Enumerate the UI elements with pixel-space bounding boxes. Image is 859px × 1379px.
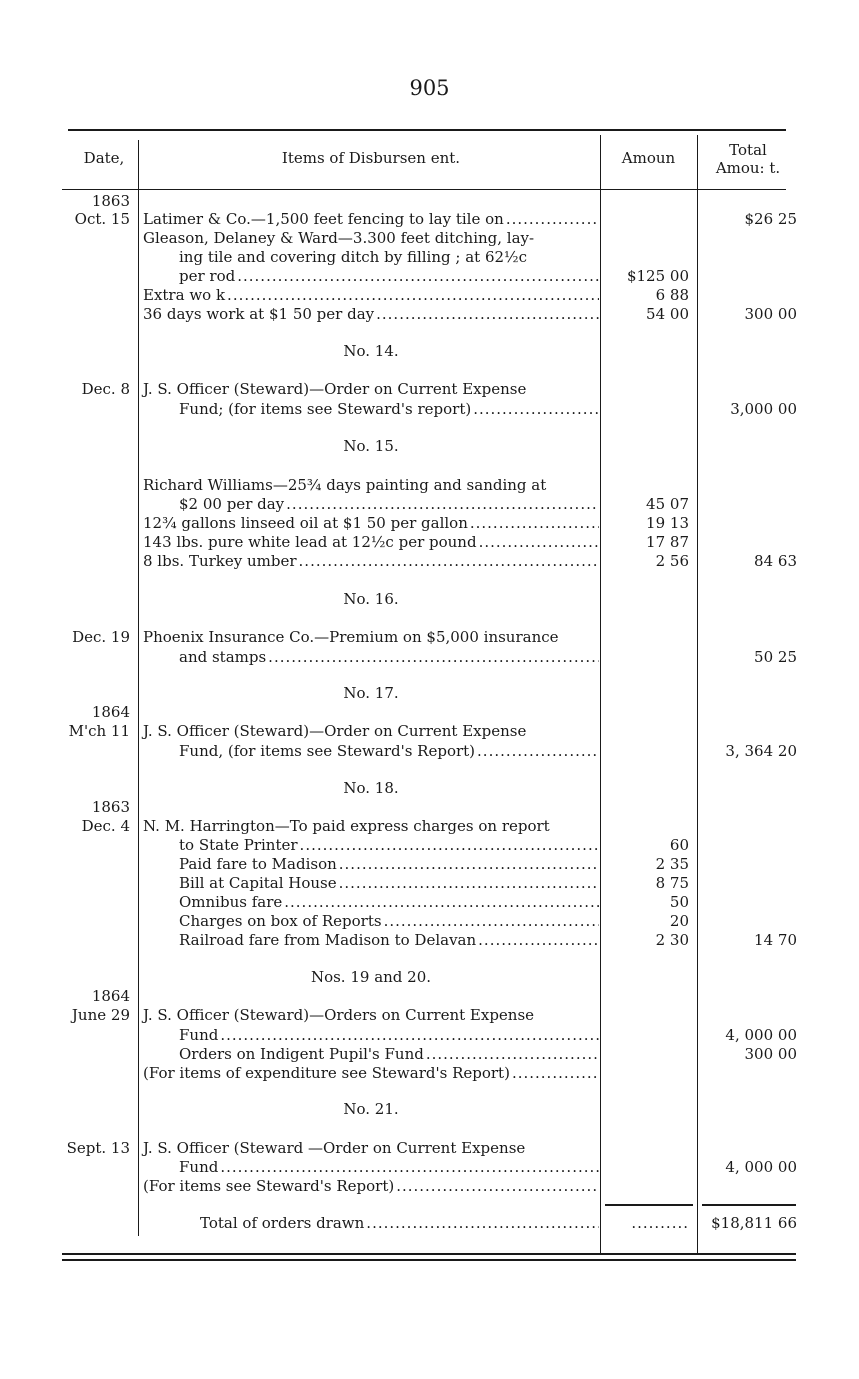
amount-value: $125 00 [626,267,689,285]
entry-date: Dec. 19 [72,628,130,646]
entry-date: Oct. 15 [74,210,130,228]
amount-value: 8 75 [655,874,689,892]
total-value: 300 00 [744,1045,797,1063]
entry-date: Dec. 8 [81,380,130,398]
section-heading: No. 21. [343,1100,399,1118]
item-line: (For items see Steward's Report) ..... [143,1177,599,1195]
item-line: Extra wo k ..... [143,286,599,304]
item-line: (For items of expenditure see Steward's Report) ..... [143,1064,599,1082]
year-label: 1864 [91,987,130,1005]
item-line: to State Printer ..... [143,836,599,854]
column-divider-3 [697,135,698,1253]
item-line: Richard Williams—25¾ days painting and sanding at [143,476,547,494]
entry-date: M'ch 11 [68,722,130,740]
grand-total-value: $18,811 66 [711,1214,797,1232]
amount-value: 6 88 [655,286,689,304]
header-amount: Amoun [621,149,676,167]
amount-value: 45 07 [646,495,689,513]
item-line: Phoenix Insurance Co.—Premium on $5,000 insurance [143,628,559,646]
section-heading: Nos. 19 and 20. [310,968,432,986]
total-value: 4, 000 00 [725,1158,797,1176]
section-heading: No. 15. [343,437,399,455]
header-items: Items of Disbursen ent. [281,149,461,167]
table-top-rule [68,129,786,131]
item-line: Fund; (for items see Steward's report) ..... [143,400,599,418]
item-line: Fund ..... [143,1158,599,1176]
item-line: Latimer & Co.—1,500 feet fencing to lay tile on ..... [143,210,599,228]
item-line: Omnibus fare ..... [143,893,599,911]
amount-value: 17 87 [646,533,689,551]
item-line: Gleason, Delaney & Ward—3.300 feet ditching, lay- [143,229,535,247]
section-heading: No. 14. [343,342,399,360]
header-total-line2: Amou: t. [715,159,781,177]
total-sum-rule [702,1204,796,1206]
footer-double-rule-2 [62,1259,796,1261]
year-label: 1864 [91,703,130,721]
item-line: Charges on box of Reports ..... [143,912,599,930]
total-value: 300 00 [744,305,797,323]
item-line: Railroad fare from Madison to Delavan ..... [143,931,599,949]
total-value: 3,000 00 [730,400,797,418]
item-line: 143 lbs. pure white lead at 12½c per pound ..... [143,533,599,551]
total-value: $26 25 [744,210,797,228]
header-date: Date, [83,149,125,167]
amount-value: 2 35 [655,855,689,873]
amount-value: 20 [669,912,689,930]
item-line: 12¾ gallons linseed oil at $1 50 per gallon ..... [143,514,599,532]
item-line: Orders on Indigent Pupil's Fund ..... [143,1045,599,1063]
year-label: 1863 [91,798,130,816]
amount-value: 54 00 [646,305,689,323]
header-total-line1: Total [729,141,767,159]
column-divider-2 [600,135,601,1253]
item-line: 8 lbs. Turkey umber ..... [143,552,599,570]
grand-total-label: Total of orders drawn ..... [143,1214,599,1232]
item-line: Fund, (for items see Steward's Report) ..... [143,742,599,760]
item-line: Paid fare to Madison ..... [143,855,599,873]
item-line: $2 00 per day ..... [143,495,599,513]
total-value: 4, 000 00 [725,1026,797,1044]
item-line: Bill at Capital House ..... [143,874,599,892]
item-line: and stamps ..... [143,648,599,666]
amount-value: 2 30 [655,931,689,949]
entry-date: June 29 [71,1006,130,1024]
entry-date: Dec. 4 [81,817,130,835]
item-line: Fund ..... [143,1026,599,1044]
total-value: 3, 364 20 [725,742,797,760]
total-value: 50 25 [754,648,797,666]
total-value: 14 70 [754,931,797,949]
item-line: J. S. Officer (Steward)—Orders on Current Expense [143,1006,535,1024]
item-line: J. S. Officer (Steward)—Order on Current Expense [143,380,527,398]
total-value: 84 63 [754,552,797,570]
item-line: J. S. Officer (Steward)—Order on Current Expense [143,722,527,740]
section-heading: No. 17. [343,684,399,702]
section-heading: No. 16. [343,590,399,608]
section-heading: No. 18. [343,779,399,797]
amount-dashes: .......... [631,1214,689,1232]
item-line: per rod ..... [143,267,599,285]
footer-double-rule-1 [62,1253,796,1255]
column-divider-1 [138,140,139,1236]
item-line: J. S. Officer (Steward —Order on Current Expense [143,1139,526,1157]
item-line: ing tile and covering ditch by filling ; at 62½c [179,248,527,266]
entry-date: Sept. 13 [66,1139,130,1157]
item-line: N. M. Harrington—To paid express charges on report [143,817,550,835]
amount-value: 60 [669,836,689,854]
amount-value: 50 [669,893,689,911]
amount-value: 19 13 [646,514,689,532]
page-number: 905 [409,76,450,100]
year-label: 1863 [91,192,130,210]
item-line: 36 days work at $1 50 per day ..... [143,305,599,323]
amount-value: 2 56 [655,552,689,570]
header-bottom-rule [62,189,786,190]
amount-sum-rule [605,1204,693,1206]
